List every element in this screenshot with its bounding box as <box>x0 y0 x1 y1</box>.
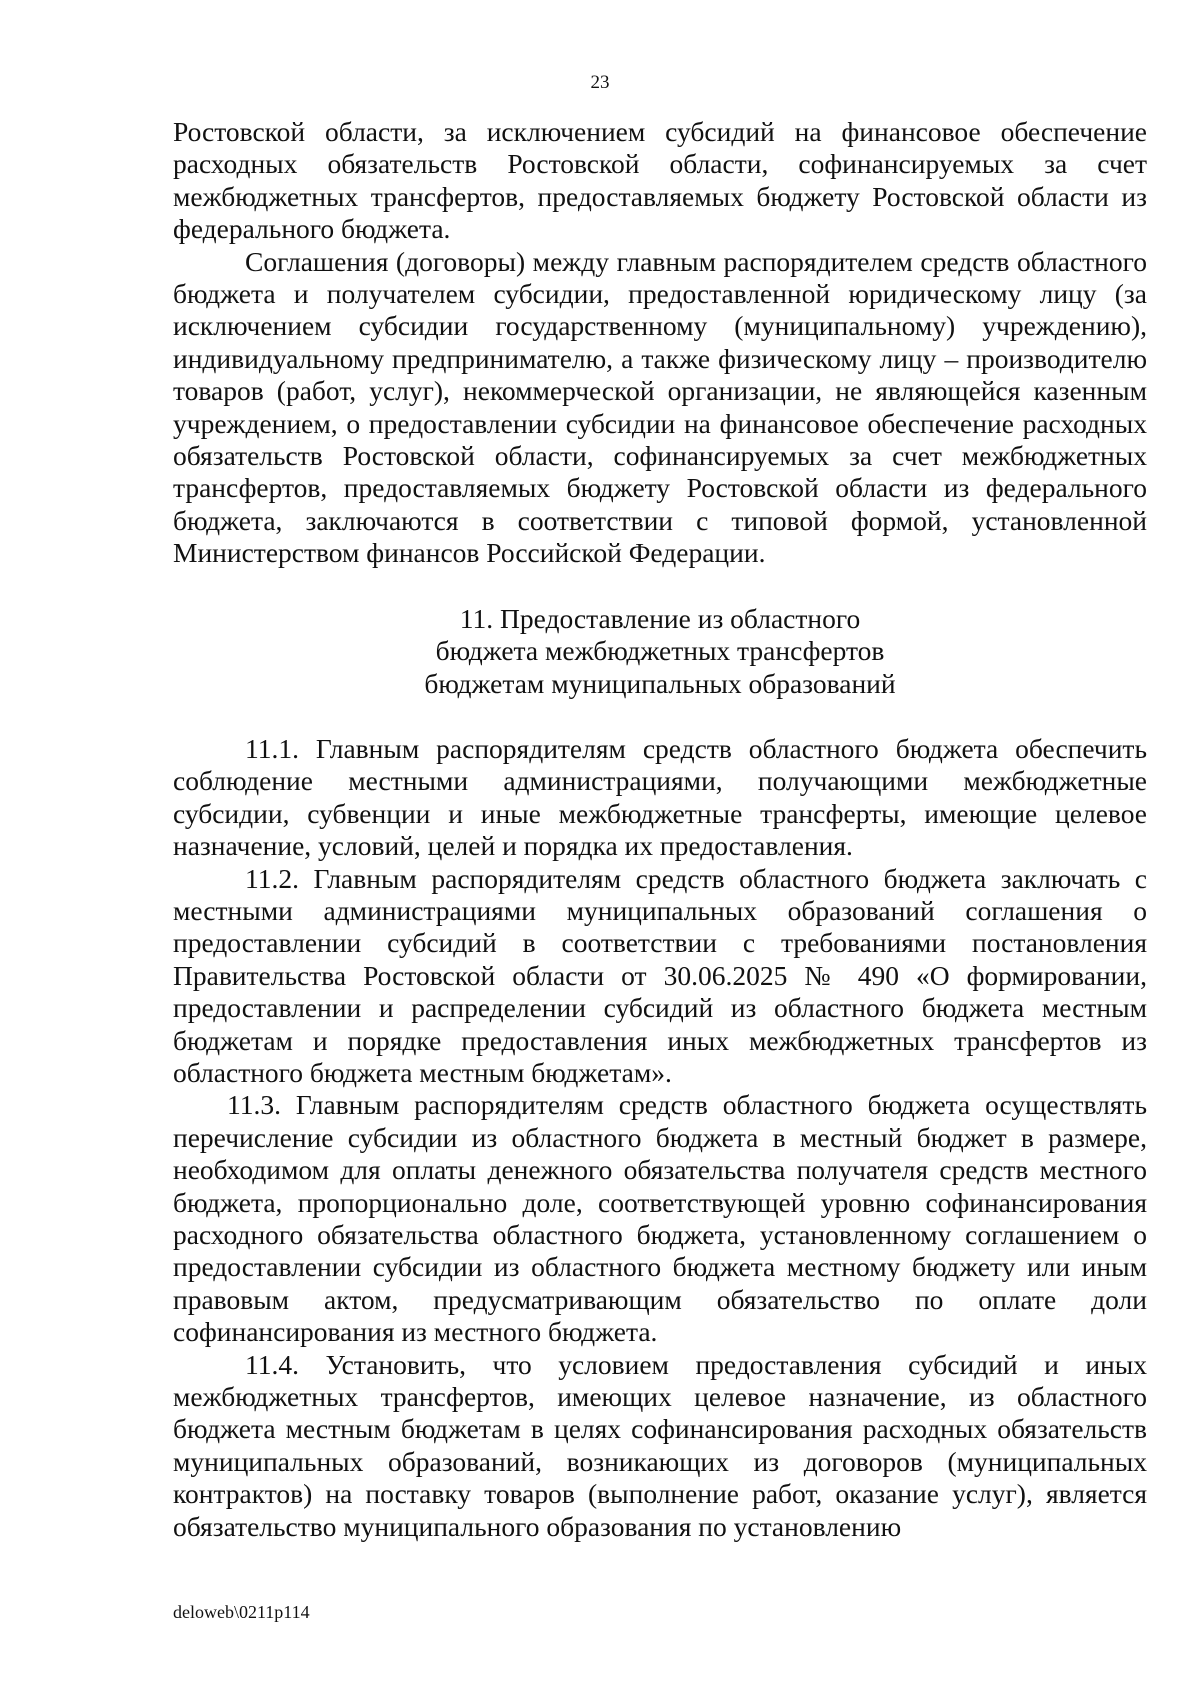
section-heading-line: бюджетам муниципальных образований <box>424 667 896 699</box>
section-heading-line: бюджета межбюджетных трансфертов <box>435 635 885 667</box>
section-heading-line: 11. Предоставление из областного <box>459 602 861 634</box>
paragraph-11-2: 11.2. Главным распорядителям средств областного бюджета заключать с местными администрациями муниципальных образований соглашения о предоставлении субсидий в соответствии с требованиями постановления Правительства Ростовской области от 30.06.2025 № 490 «О формировании, предоставлении и распределении субсидий из областного бюджета местным бюджетам и порядке предоставления иных межбюджетных трансфертов из областного бюджета местным бюджетам». <box>173 862 1147 1088</box>
footer-doc-id: deloweb\0211p114 <box>173 1602 310 1622</box>
paragraph-agreements: Соглашения (договоры) между главным распорядителем средств областного бюджета и получателем субсидии, предоставленной юридическому лицу (за исключением субсидии государственному (муниципальному) учреждению), индивидуальному предпринимателю, а также физическому лицу – производителю товаров (работ, услуг), некоммерческой организации, не являющейся казенным учреждением, о предоставлении субсидии на финансовое обеспечение расходных обязательств Ростовской области, софинансируемых за счет межбюджетных трансфертов, предоставляемых бюджету Ростовской области из федерального бюджета, заключаются в соответствии с типовой формой, установленной Министерством финансов Российской Федерации. <box>173 245 1147 569</box>
paragraph-11-4: 11.4. Установить, что условием предоставления субсидий и иных межбюджетных трансфертов, имеющих целевое назначение, из областного бюджета местным бюджетам в целях софинансирования расходных обязательств муниципальных образований, возникающих из договоров (муниципальных контрактов) на поставку товаров (выполнение работ, оказание услуг), является обязательство муниципального образования по установлению <box>173 1348 1147 1542</box>
paragraph-11-3: 11.3. Главным распорядителям средств областного бюджета осуществлять перечисление субсидии из областного бюджета в местный бюджет в размере, необходимом для оплаты денежного обязательства получателя средств местного бюджета, пропорционально доле, соответствующей уровню софинансирования расходного обязательства областного бюджета, установленному соглашением о предоставлении субсидии из областного бюджета местному бюджету или иным правовым актом, предусматривающим обязательство по оплате доли софинансирования из местного бюджета. <box>173 1089 1147 1348</box>
page-number: 23 <box>590 72 610 93</box>
paragraph-continuation: Ростовской области, за исключением субсидий на финансовое обеспечение расходных обязательств Ростовской области, софинансируемых за счет межбюджетных трансфертов, предоставляемых бюджету Ростовской области из федерального бюджета. <box>173 116 1147 245</box>
paragraph-11-1: 11.1. Главным распорядителям средств областного бюджета обеспечить соблюдение местными администрациями, получающими межбюджетные субсидии, субвенции и иные межбюджетные трансферты, имеющие целевое назначение, условий, целей и порядка их предоставления. <box>173 732 1147 862</box>
section-heading <box>173 603 1147 700</box>
document-body <box>173 116 1147 1543</box>
